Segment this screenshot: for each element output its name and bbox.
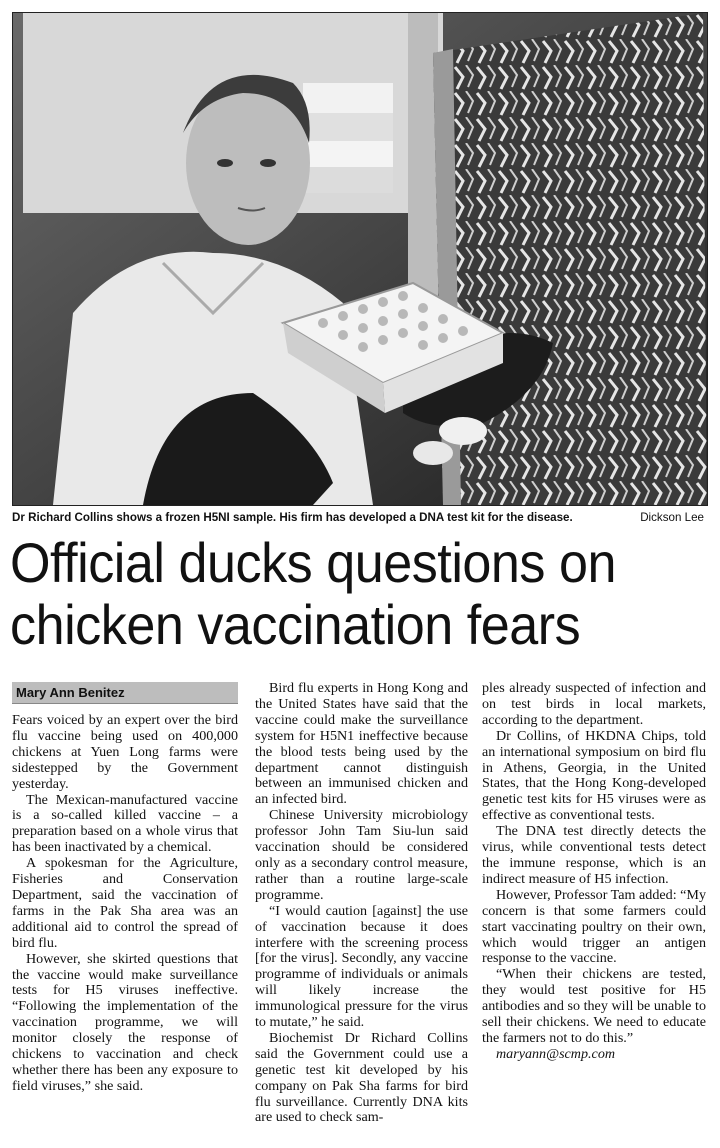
paragraph: The DNA test directly detects the virus, while conventional tests detect the immune response, which is an indirect measure of H5 infection.	[482, 823, 706, 887]
paragraph: “I would caution [against] the use of vaccination because it does interfere with the screening process [for the virus]. Secondly, any vaccine programme of individuals or animals will likely increase the immunological pressure for the virus to mutate,” he said.	[255, 902, 468, 1031]
paragraph: Biochemist Dr Richard Collins said the Government could use a genetic test kit developed by his company on Pak Sha farms for bird flu surveillance. Currently DNA kits are used to check sam-	[255, 1029, 468, 1126]
author-email: maryann@scmp.com	[496, 1045, 616, 1062]
article-column-1	[12, 713, 238, 1095]
paragraph: However, she skirted questions that the vaccine would make surveillance tests for H5 viruses ineffective. “Following the implementation of the vaccination programme, we will monitor closely the response of chickens to vaccination and check whether there has been any exposure to field viruses,” she said.	[12, 950, 238, 1094]
headline	[10, 532, 661, 656]
byline: Mary Ann Benitez	[12, 682, 238, 704]
paragraph: A spokesman for the Agriculture, Fisheries and Conservation Department, said the vaccination of farms in the Pak Sha area was an additional aid to control the spread of bird flu.	[12, 855, 238, 951]
paragraph: Dr Collins, of HKDNA Chips, told an international symposium on bird flu in Athens, Georgia, in the United States, that the Hong Kong-developed genetic test kits for H5 viruses were as effective as conventional tests.	[482, 727, 706, 824]
paragraph: However, Professor Tam added: “My concern is that some farmers could start vaccinating poultry on their own, which would trigger an antigen response to the vaccine.	[482, 886, 706, 967]
caption-text: Dr Richard Collins shows a frozen H5NI sample. His firm has developed a DNA test kit for the disease.	[12, 511, 573, 524]
headline-line-2: chicken vaccination fears	[10, 593, 581, 656]
paragraph: Chinese University microbiology professor John Tam Siu-lun said vaccination should be considered only as a secondary control measure, rather than a routine large-scale programme.	[255, 807, 468, 903]
photo-caption	[12, 508, 708, 528]
article-column-3	[482, 681, 706, 1063]
photo-credit: Dickson Lee	[640, 511, 704, 524]
paragraph: ples already suspected of infection and on test birds in local markets, according to the department.	[482, 680, 706, 728]
article-photo	[12, 12, 708, 506]
headline-line-1: Official ducks questions on	[10, 531, 616, 594]
article-column-2	[255, 681, 468, 1126]
paragraph: The Mexican-manufactured vaccine is a so-called killed vaccine – a preparation based on a whole virus that has been inactivated by a chemical.	[12, 791, 238, 856]
paragraph: “When their chickens are tested, they would test positive for H5 antibodies and so they will be unable to sell their chickens. We need to educate the farmers not to do this.”	[482, 966, 706, 1046]
paragraph: Bird flu experts in Hong Kong and the United States have said that the vaccine could make the surveillance system for H5N1 ineffective because the blood tests being used by the department cannot distinguish between an immunised chicken and an infected bird.	[255, 680, 468, 808]
paragraph: Fears voiced by an expert over the bird flu vaccine being used on 400,000 chickens at Yuen Long farms were sidestepped by the Government yesterday.	[12, 712, 238, 792]
